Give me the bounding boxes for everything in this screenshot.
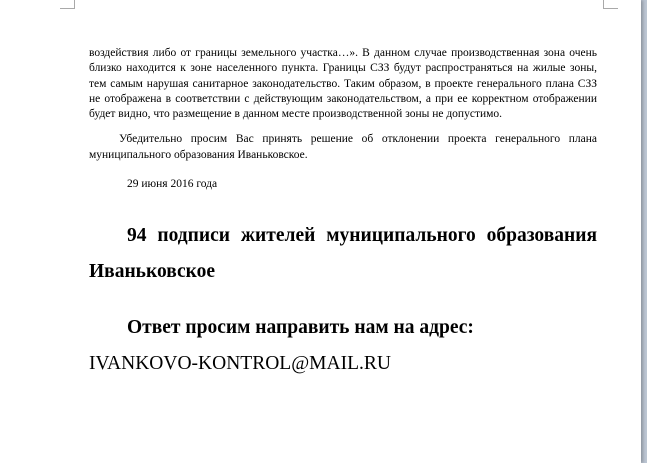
reply-request-line: Ответ просим направить нам на адрес: [127, 317, 474, 339]
signatures-line: 94 подписи жителей муниципального образования Иваньковское [89, 225, 597, 283]
margin-corner-mark-right [603, 0, 618, 9]
paragraph-request: Убедительно просим Вас принять решение об отклонении проекта генерального плана муниципального образования Иваньковское. [89, 133, 597, 161]
paragraph-szz: воздействия либо от границы земельного участка…». В данном случае производственная зона очень близко находится к зоне населенного пункта. Границы СЗЗ будут распространяться на жилые зоны, тем самым нарушая санитарное законодательство. Таким образом, в проекте генерального плана СЗЗ не отображена в соответствии с действующим законодательством, а при ее корректном отображении будет видно, что размещение в данном месте производственной зоны не допустимо. [89, 47, 597, 121]
reply-email: IVANKOVO-KONTROL@MAIL.RU [89, 353, 391, 375]
document-body [89, 46, 597, 382]
margin-corner-mark-left [60, 0, 75, 9]
document-date: 29 июня 2016 года [127, 178, 218, 191]
